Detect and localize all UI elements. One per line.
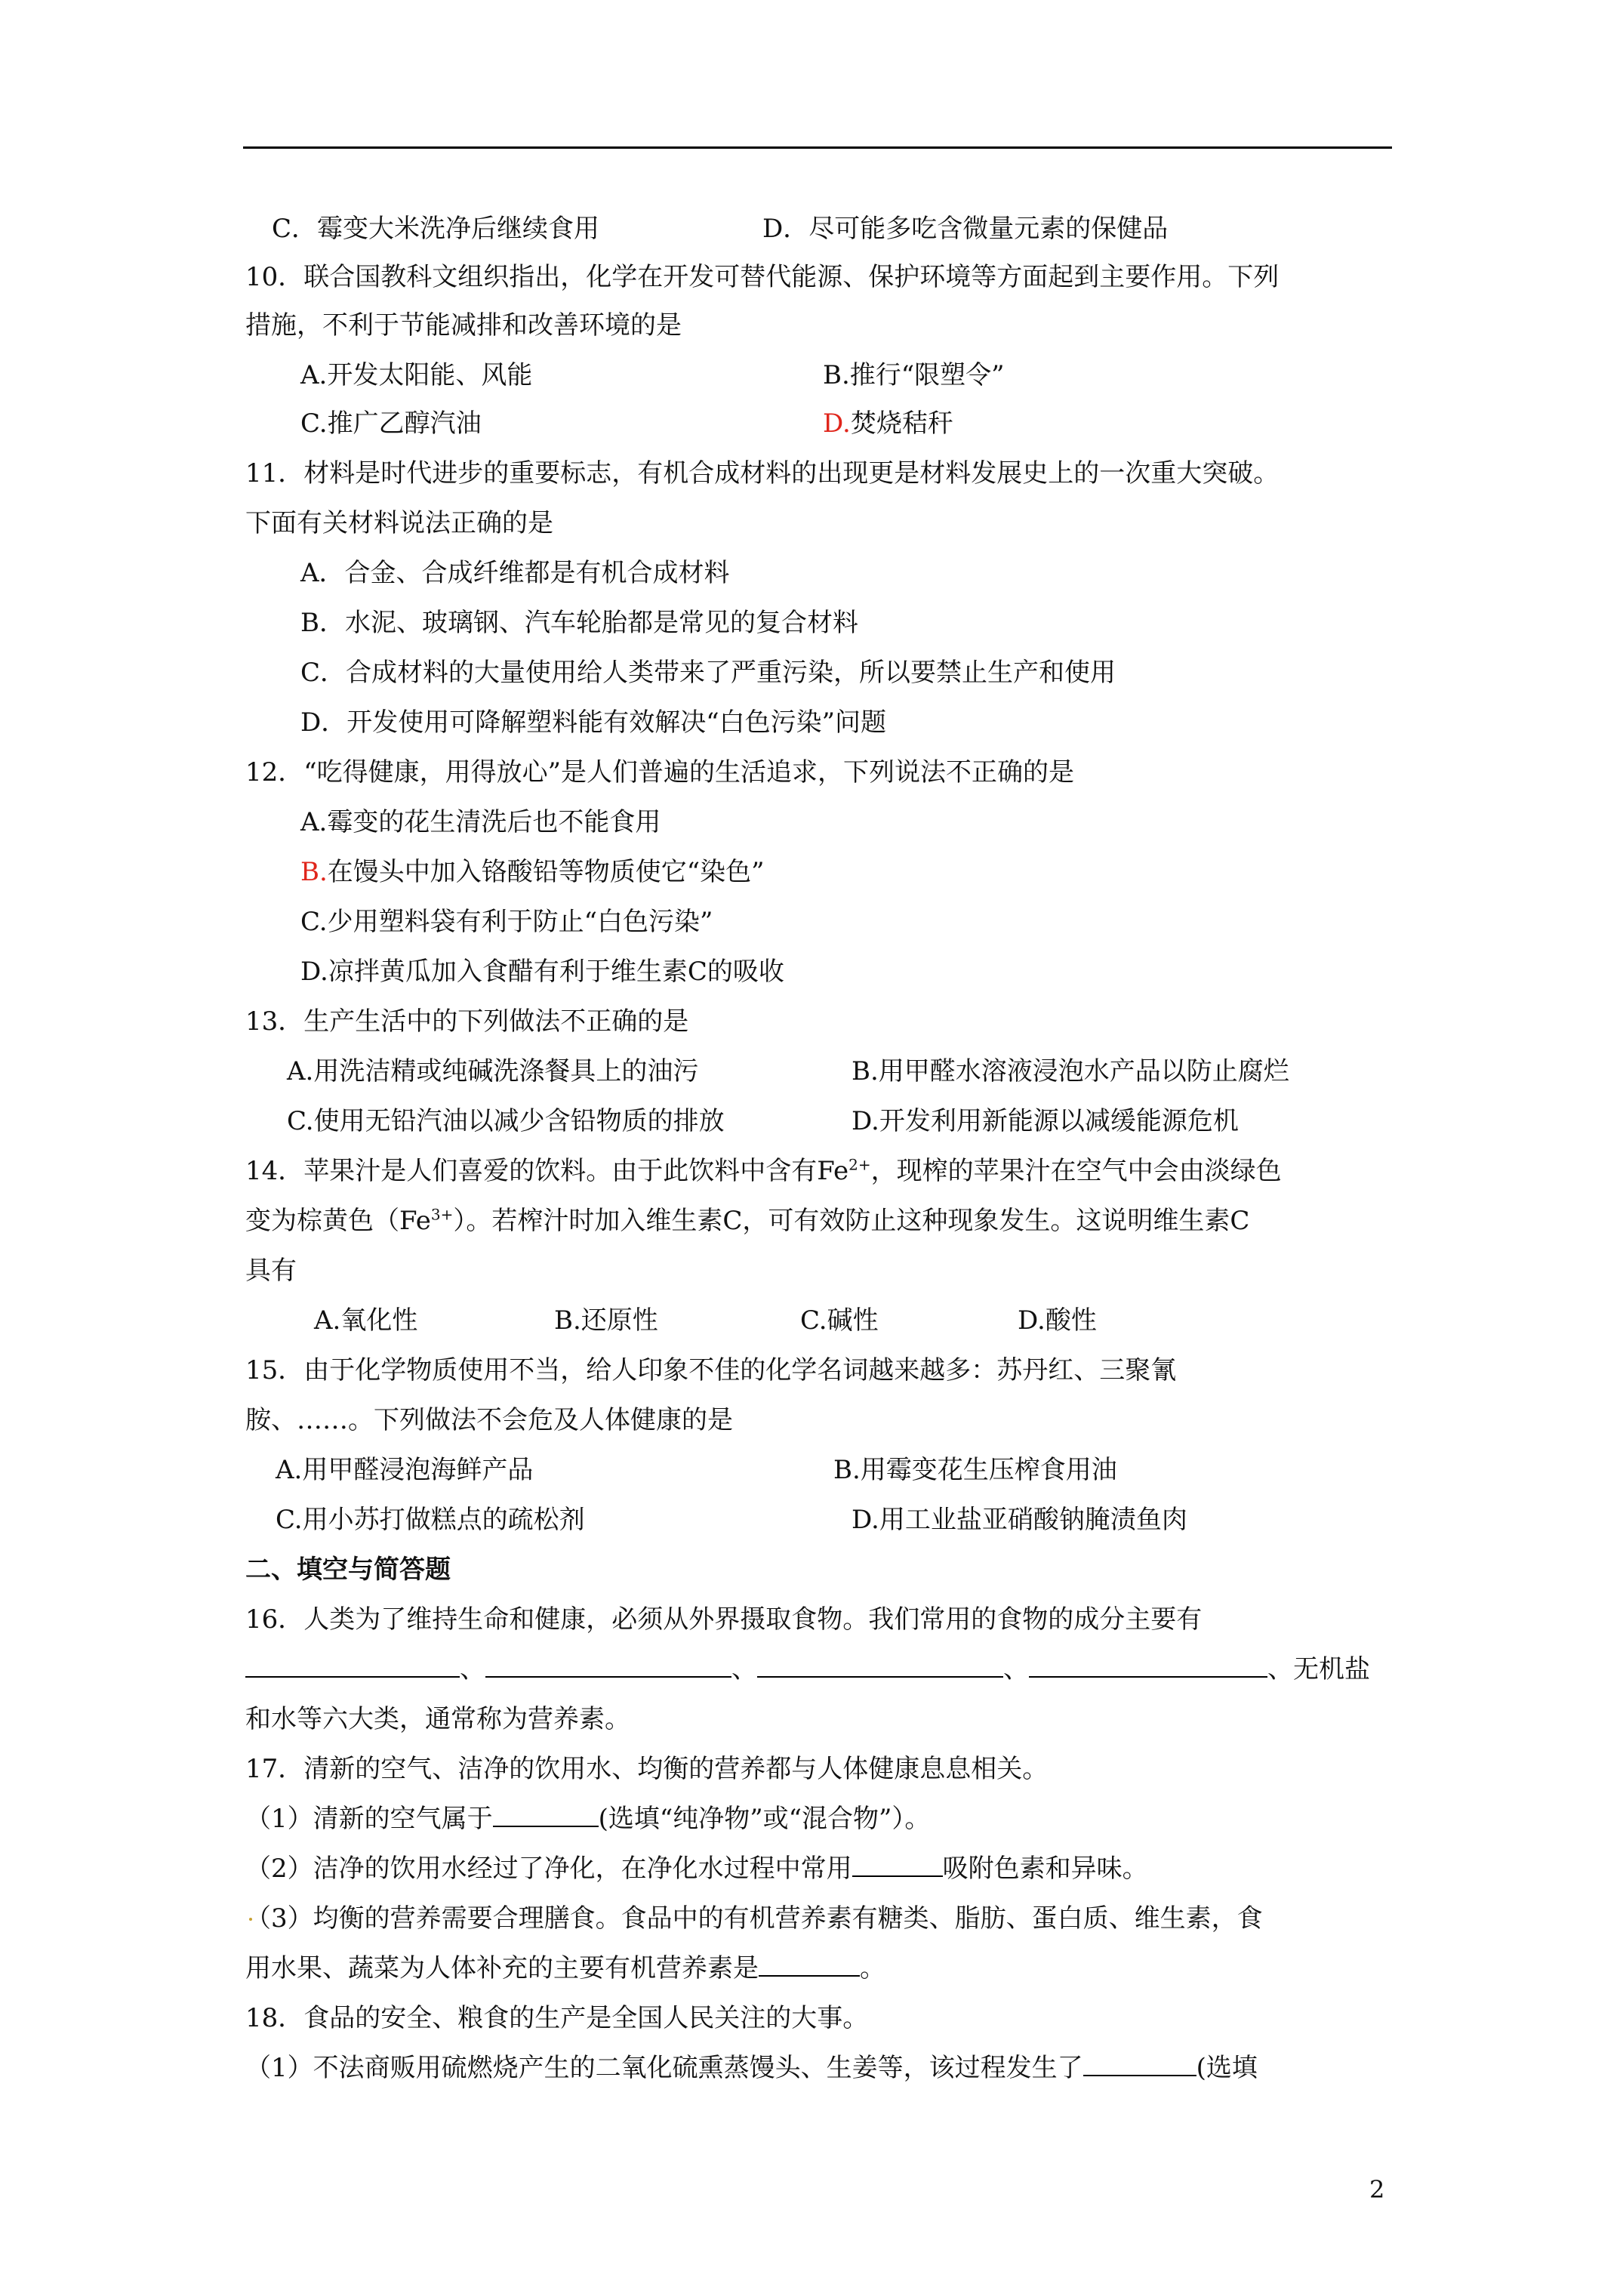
q10-option-b: B.推行“限塑令” <box>823 360 1005 390</box>
q15-stem-line-2: 胺、……。下列做法不会危及人体健康的是 <box>245 1405 733 1435</box>
q14-stem-2a: 变为棕黄色（Fe <box>245 1206 431 1236</box>
q17-blank-2[interactable] <box>852 1850 943 1877</box>
q17-part-1-hint: (选填“纯净物”或“混合物”）。 <box>598 1804 931 1834</box>
q18-part-1 <box>245 2049 1258 2087</box>
q10-option-d-text: 焚烧秸秆 <box>850 408 953 439</box>
section-2-title: 二、填空与简答题 <box>245 1555 451 1585</box>
q14-option-a: A.氧化性 <box>314 1305 418 1336</box>
q11-option-c: C．合成材料的大量使用给人类带来了严重污染，所以要禁止生产和使用 <box>300 658 1116 688</box>
q18-blank-1[interactable] <box>1083 2049 1196 2076</box>
q15-option-d: D.用工业盐亚硝酸钠腌渍鱼肉 <box>852 1505 1187 1535</box>
q11-stem-line-2: 下面有关材料说法正确的是 <box>245 508 553 538</box>
q16-blank-1[interactable] <box>245 1650 460 1678</box>
q12-option-d: D.凉拌黄瓜加入食醋有利于维生素C的吸收 <box>300 957 784 987</box>
q16-tail: 、无机盐 <box>1267 1654 1370 1684</box>
q14-stem-line-3: 具有 <box>245 1256 297 1286</box>
q13-option-d: D.开发利用新能源以减缓能源危机 <box>852 1106 1239 1136</box>
q12-option-b-text: 在馒头中加入铬酸铅等物质使它“染色” <box>327 857 765 887</box>
q13-option-a: A.用洗洁精或纯碱洗涤餐具上的油污 <box>287 1056 699 1086</box>
q14-stem-1b: ，现榨的苹果汁在空气中会由淡绿色 <box>870 1156 1282 1186</box>
q12-option-a: A.霉变的花生清洗后也不能食用 <box>300 807 661 837</box>
q10-option-c: C.推广乙醇汽油 <box>300 408 482 439</box>
q14-option-b: B.还原性 <box>554 1305 658 1336</box>
q11-stem-line-1: 11．材料是时代进步的重要标志，有机合成材料的出现更是材料发展史上的一次重大突破。 <box>245 458 1280 488</box>
q11-option-d: D．开发使用可降解塑料能有效解决“白色污染”问题 <box>300 707 887 738</box>
q18-part-1-text: （1）不法商贩用硫燃烧产生的二氧化硫熏蒸馒头、生姜等，该过程发生了 <box>245 2053 1083 2083</box>
fe3-charge: 3+ <box>430 1205 454 1224</box>
q12-option-b <box>300 853 765 891</box>
q15-option-a: A.用甲醛浸泡海鲜产品 <box>276 1455 534 1485</box>
page-number: 2 <box>1369 2175 1385 2204</box>
q10-option-d <box>823 405 953 442</box>
q11-option-b: B．水泥、玻璃钢、汽车轮胎都是常见的复合材料 <box>300 608 858 638</box>
q17-part-3-tail: 。 <box>860 1953 885 1983</box>
q17-part-1 <box>245 1800 930 1838</box>
q16-blank-3[interactable] <box>757 1650 1003 1678</box>
q17-part-3-text: 用水果、蔬菜为人体补充的主要有机营养素是 <box>245 1953 759 1983</box>
q13-option-c: C.使用无铅汽油以减少含铅物质的排放 <box>287 1106 725 1136</box>
q17-part-2-tail: 吸附色素和异味。 <box>942 1854 1148 1884</box>
q17-part-2-text: （2）洁净的饮用水经过了净化，在净化水过程中常用 <box>245 1854 852 1884</box>
q16-blanks-line <box>245 1650 1370 1688</box>
q16-sep-2: 、 <box>731 1654 757 1684</box>
q14-stem-line-2 <box>245 1202 1249 1240</box>
q14-stem-1a: 14．苹果汁是人们喜爱的饮料。由于此饮料中含有Fe <box>245 1156 849 1186</box>
q16-blank-4[interactable] <box>1029 1650 1267 1678</box>
q12-answer-marker: B. <box>300 857 328 887</box>
q16-sep-3: 、 <box>1003 1654 1029 1684</box>
q17-part-3-line-1: （3）均衡的营养需要合理膳食。食品中的有机营养素有糖类、脂肪、蛋白质、维生素，食 <box>245 1903 1263 1934</box>
q9-option-c: C．霉变大米洗净后继续食用 <box>272 214 600 244</box>
q10-stem-line-2: 措施，不利于节能减排和改善环境的是 <box>245 310 682 341</box>
q14-stem-2b: ）。若榨汁时加入维生素C，可有效防止这种现象发生。这说明维生素C <box>453 1206 1250 1236</box>
q15-stem-line-1: 15．由于化学物质使用不当，给人印象不佳的化学名词越来越多：苏丹红、三聚氰 <box>245 1355 1177 1385</box>
q17-blank-3[interactable] <box>759 1949 860 1977</box>
q17-part-2 <box>245 1850 1148 1888</box>
q16-stem: 16．人类为了维持生命和健康，必须从外界摄取食物。我们常用的食物的成分主要有 <box>245 1604 1203 1635</box>
q10-answer-marker: D. <box>823 408 851 439</box>
q14-stem-line-1 <box>245 1152 1282 1190</box>
header-rule <box>243 146 1392 149</box>
q12-option-c: C.少用塑料袋有利于防止“白色污染” <box>300 907 713 937</box>
q13-stem: 13．生产生活中的下列做法不正确的是 <box>245 1006 689 1037</box>
q12-stem: 12．“吃得健康，用得放心”是人们普遍的生活追求，下列说法不正确的是 <box>245 757 1075 787</box>
q17-part-1-text: （1）清新的空气属于 <box>245 1804 493 1834</box>
q18-part-1-hint: (选填 <box>1196 2053 1258 2083</box>
q16-sep-1: 、 <box>460 1654 485 1684</box>
q17-part-3-line-2 <box>245 1949 885 1987</box>
q14-option-d: D.酸性 <box>1018 1305 1097 1336</box>
q17-blank-1[interactable] <box>493 1800 599 1827</box>
q15-option-b: B.用霉变花生压榨食用油 <box>833 1455 1117 1485</box>
q16-line-3: 和水等六大类，通常称为营养素。 <box>245 1704 630 1734</box>
q16-blank-2[interactable] <box>485 1650 731 1678</box>
q13-option-b: B.用甲醛水溶液浸泡水产品以防止腐烂 <box>852 1056 1289 1086</box>
q10-option-a: A.开发太阳能、风能 <box>300 360 533 390</box>
q9-option-d: D．尽可能多吃含微量元素的保健品 <box>762 214 1169 244</box>
q14-option-c: C.碱性 <box>800 1305 879 1336</box>
q18-stem: 18．食品的安全、粮食的生产是全国人民关注的大事。 <box>245 2003 869 2033</box>
q15-option-c: C.用小苏打做糕点的疏松剂 <box>276 1505 585 1535</box>
q17-stem: 17．清新的空气、洁净的饮用水、均衡的营养都与人体健康息息相关。 <box>245 1754 1049 1784</box>
q11-option-a: A．合金、合成纤维都是有机合成材料 <box>300 558 730 588</box>
q10-stem-line-1: 10．联合国教科文组织指出，化学在开发可替代能源、保护环境等方面起到主要作用。下列 <box>245 262 1280 292</box>
fe2-charge: 2+ <box>848 1155 871 1174</box>
